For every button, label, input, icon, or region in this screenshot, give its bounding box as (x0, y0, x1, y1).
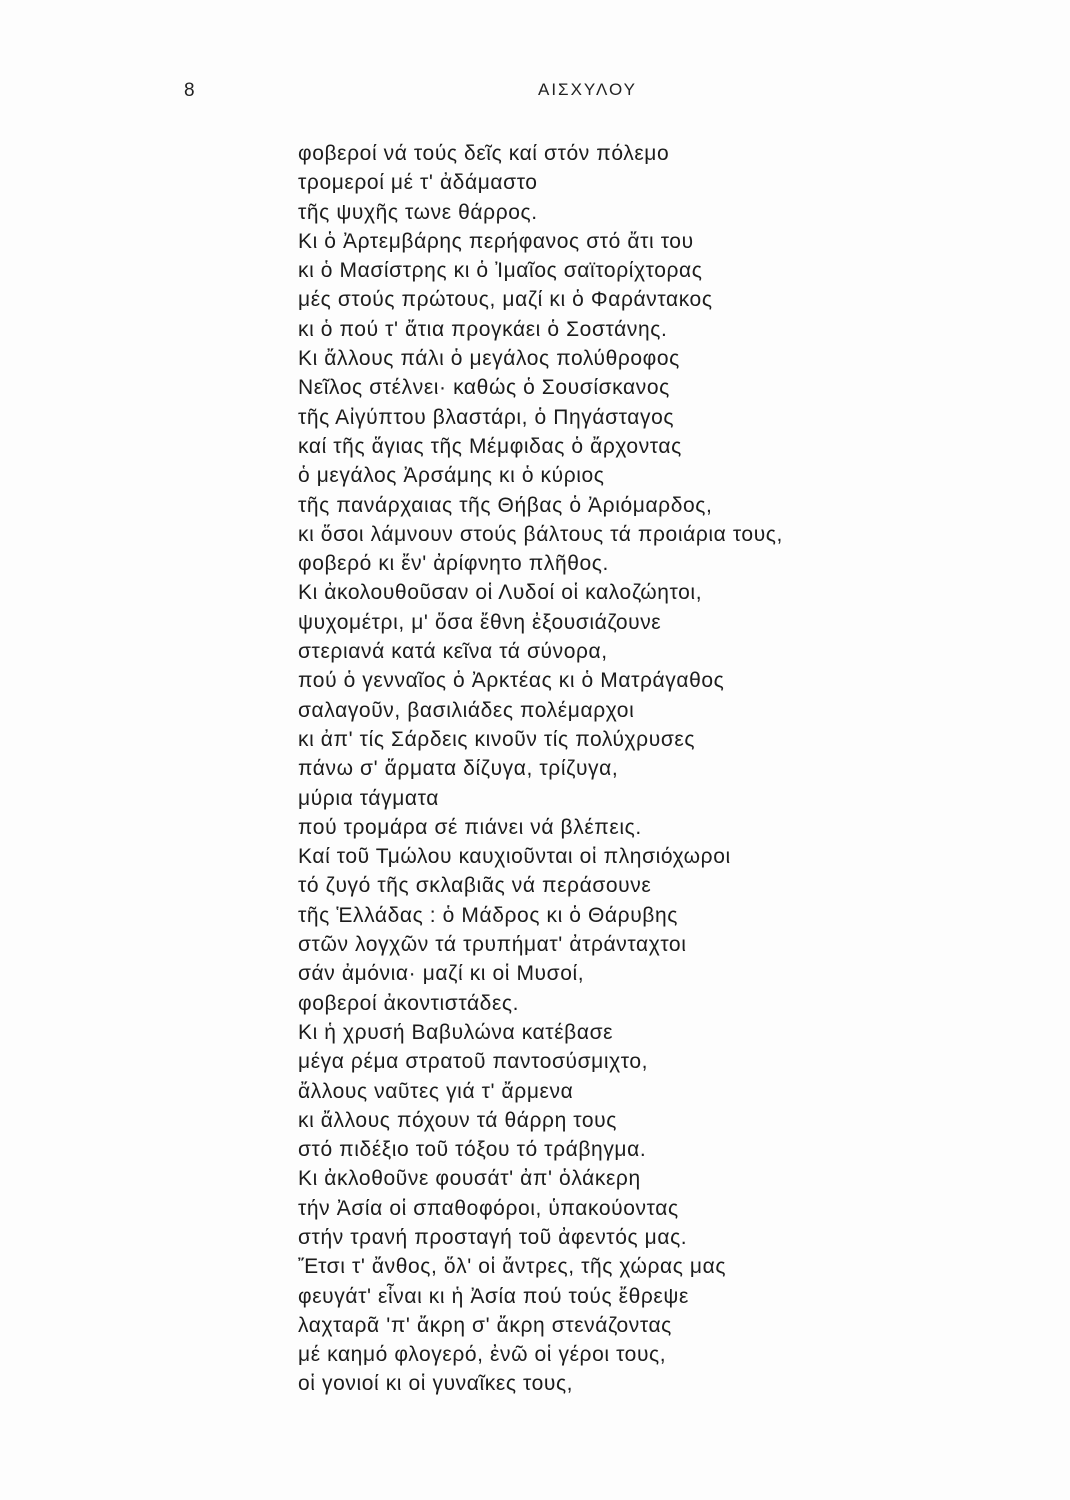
verse-line: τῆς ψυχῆς τωνε θάρρος. (298, 200, 538, 224)
running-title: ΑΙΣΧΥΛΟΥ (538, 80, 637, 99)
verse-line: κι ἄλλους πόχουν τά θάρρη τους (298, 1108, 617, 1132)
verse-line: στεριανά κατά κεῖνα τά σύνορα, (298, 640, 608, 664)
verse-line: τῆς Αἰγύπτου βλαστάρι, ὁ Πηγάσταγος (298, 405, 675, 429)
verse-line: τρομεροί μέ τ' ἀδάμαστο (298, 171, 538, 195)
verse-line: Κι ὁ Ἀρτεμβάρης περήφανος στό ἄτι του (298, 229, 694, 253)
verse-line: κι ὅσοι λάμνουν στούς βάλτους τά προιάρια τους, (298, 522, 783, 546)
verse-line: μύρια τάγματα (298, 786, 439, 810)
verse-line: κι ὁ πού τ' ἄτια προγκάει ὁ Σοστάνης. (298, 317, 668, 341)
verse-line: πού τρομάρα σέ πιάνει νά βλέπεις. (298, 815, 642, 839)
verse-line: φευγάτ' εἶναι κι ἡ Ἀσία πού τούς ἔθρεψε (298, 1284, 689, 1308)
verse-line: Καί τοῦ Τμώλου καυχιοῦνται οἱ πλησιόχωροι (298, 845, 731, 869)
verse-line: Κι ἡ χρυσή Βαβυλώνα κατέβασε (298, 1020, 614, 1044)
verse-line: οἱ γονιοί κι οἱ γυναῖκες τους, (298, 1372, 574, 1396)
verse-line: πού ὁ γενναῖος ὁ Ἀρκτέας κι ὁ Ματράγαθος (298, 669, 725, 693)
verse-line: τῆς πανάρχαιας τῆς Θήβας ὁ Ἀριόμαρδος, (298, 493, 713, 517)
verse-line: τῆς Ἑλλάδας : ὁ Μάδρος κι ὁ Θάρυβης (298, 903, 678, 927)
verse-line: στῶν λογχῶν τά τρυπήματ' ἀτράνταχτοι (298, 933, 687, 957)
verse-text (298, 139, 1038, 1399)
verse-line: Νεῖλος στέλνει· καθώς ὁ Σουσίσκανος (298, 376, 670, 400)
verse-line: Κι ἀκλοθοῦνε φουσάτ' ἀπ' ὁλάκερη (298, 1167, 641, 1191)
verse-line: πάνω σ' ἅρματα δίζυγα, τρίζυγα, (298, 757, 619, 781)
verse-line: ψυχομέτρι, μ' ὅσα ἔθνη ἐξουσιάζουνε (298, 610, 662, 634)
verse-line: κι ἀπ' τίς Σάρδεις κινοῦν τίς πολύχρυσες (298, 727, 696, 751)
verse-line: κι ὁ Μασίστρης κι ὁ Ἰμαῖος σαϊτορίχτορας (298, 259, 703, 283)
page-number: 8 (184, 80, 196, 101)
verse-line: στήν τρανή προσταγή τοῦ ἀφεντός μας. (298, 1225, 688, 1249)
verse-line: φοβεροί νά τούς δεῖς καί στόν πόλεμο (298, 142, 670, 165)
verse-line: σαλαγοῦν, βασιλιάδες πολέμαρχοι (298, 698, 635, 722)
verse-line: Ἔτσι τ' ἄνθος, ὅλ' οἱ ἄντρες, τῆς χώρας μας (298, 1255, 727, 1279)
verse-line: καί τῆς ἅγιας τῆς Μέμφιδας ὁ ἄρχοντας (298, 434, 682, 458)
verse-line: ἄλλους ναῦτες γιά τ' ἄρμενα (298, 1079, 574, 1103)
verse-line: φοβερό κι ἔν' ἀρίφνητο πλῆθος. (298, 552, 609, 576)
verse-line: Κι ἀκολουθοῦσαν οἱ Λυδοί οἱ καλοζώητοι, (298, 581, 703, 605)
verse-line: τήν Ἀσία οἱ σπαθοφόροι, ὑπακούοντας (298, 1196, 679, 1220)
verse-line: στό πιδέξιο τοῦ τόξου τό τράβηγμα. (298, 1138, 647, 1162)
verse-line: Κι ἄλλους πάλι ὁ μεγάλος πολύθροφος (298, 347, 680, 371)
verse-line: φοβεροί ἀκοντιστάδες. (298, 991, 520, 1015)
verse-line: μέ καημό φλογερό, ἐνῶ οἱ γέροι τους, (298, 1343, 667, 1367)
verse-line: λαχταρᾶ 'π' ἄκρη σ' ἄκρη στενάζοντας (298, 1313, 672, 1337)
verse-line: σάν ἀμόνια· μαζί κι οἱ Μυσοί, (298, 962, 585, 986)
verse-line: τό ζυγό τῆς σκλαβιᾶς νά περάσουνε (298, 874, 652, 898)
verse-line: μέγα ρέμα στρατοῦ παντοσύσμιχτο, (298, 1050, 649, 1074)
verse-line: ὁ μεγάλος Ἀρσάμης κι ὁ κύριος (298, 464, 605, 488)
verse-line: μές στούς πρώτους, μαζί κι ὁ Φαράντακος (298, 288, 713, 312)
